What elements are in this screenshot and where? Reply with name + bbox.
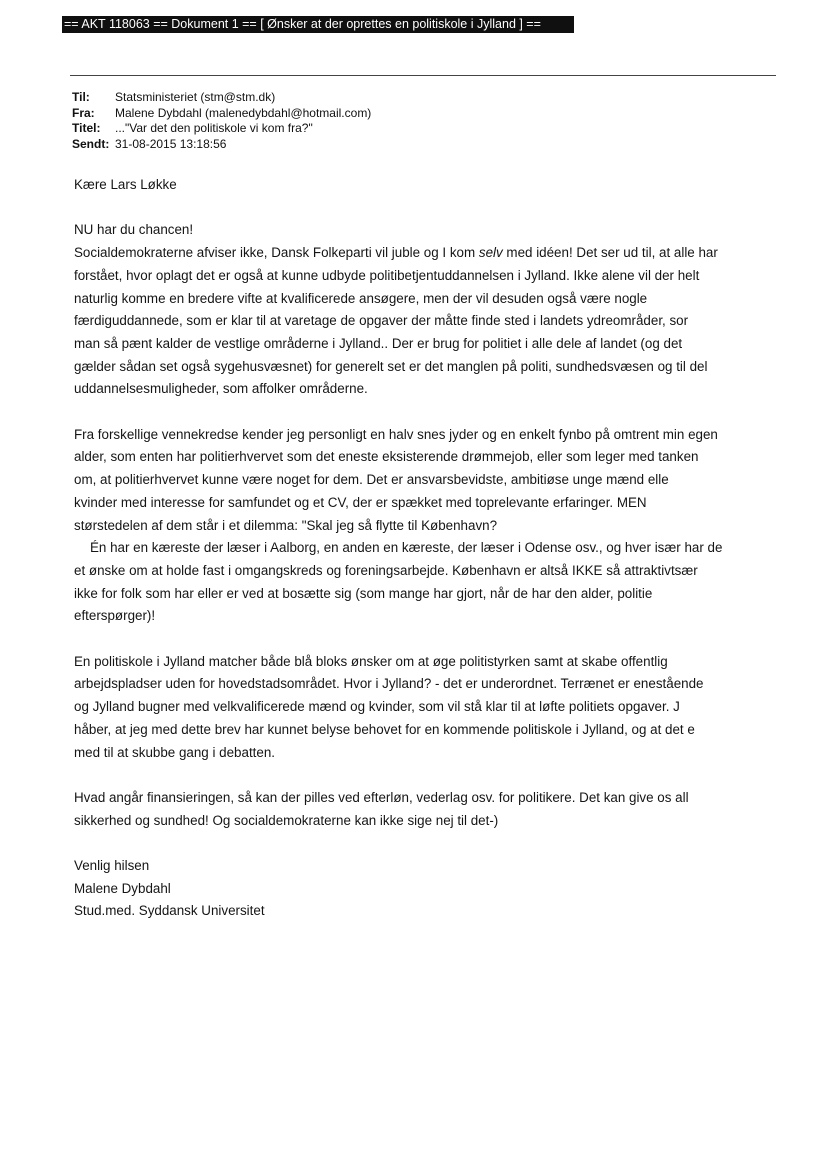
letter-body [74,174,776,923]
header-from-value: Malene Dybdahl (malenedybdahl@hotmail.com) [115,105,372,120]
paragraph-line: arbejdspladser uden for hovedstadsområdet. Hvor i Jylland? - det er underordnet. Terrænet er enestående [74,676,704,692]
header-sent-label: Sendt: [72,136,110,151]
header-sent-value: 31-08-2015 13:18:56 [115,136,227,151]
header-title [72,121,371,137]
salutation: Kære Lars Løkke [74,177,177,192]
paragraph-line: kvinder med interesse for samfundet og et CV, der er spækket med toprelevante erfaringer. MEN [74,494,647,510]
header-sent [72,137,371,153]
header-divider [70,75,776,76]
paragraph-line: En politiskole i Jylland matcher både blå bloks ønsker om at øge politistyrken samt at skabe offentlig [74,653,668,669]
paragraph-line: færdiguddannede, som er klar til at varetage de opgaver der måtte finde sted i landets ydreområder, sor [74,313,689,329]
header-to-label: Til: [72,90,90,104]
header-title-label: Titel: [72,121,101,135]
paragraph-line: håber, at jeg med dette brev har kunnet belyse behovet for en kommende politiskole i Jylland, og at det e [74,721,695,737]
paragraph-line: med til at skubbe gang i debatten. [74,744,275,760]
text-run: Socialdemokraterne afviser ikke, Dansk Folkeparti vil juble og I kom [74,245,479,261]
paragraph-line: NU har du chancen! [74,222,194,238]
paragraph-line: sikkerhed og sundhed! Og socialdemokraterne kan ikke sige nej til det-) [74,812,499,828]
paragraph-line: ikke for folk som har eller er ved at bosætte sig (som mange har gjort, når de har den alder, politie [74,585,653,601]
paragraph-2 [74,424,776,628]
paragraph-line: Én har en kæreste der læser i Aalborg, en anden en kæreste, der læser i Odense osv., og hver især har de [90,540,723,556]
closing: Venlig hilsen [74,858,150,874]
sender-affiliation: Stud.med. Syddansk Universitet [74,903,265,919]
header-title-value: ..."Var det den politiskole vi kom fra?" [115,121,313,135]
sender-name: Malene Dybdahl [74,880,171,896]
paragraph-line: gælder sådan set også sygehusvæsnet) for generelt set er det manglen på politi, sundhedsvæsen og til del [74,358,708,374]
paragraph-3 [74,651,776,765]
paragraph-line: efterspørger)! [74,608,156,624]
paragraph-line: Hvad angår finansieringen, så kan der pilles ved efterløn, vederlag osv. for politikere. Det kan give os all [74,789,689,805]
paragraph-line [74,242,776,265]
paragraph-line: forstået, hvor oplagt det er også at kunne udbyde politibetjentuddannelsen i Jylland. Ikke alene vil der helt [74,267,700,283]
paragraph-line: man så pænt kalder de vestlige områderne i Jylland.. Der er brug for politiet i alle dele af landet (og det [74,335,683,351]
paragraph-line: et ønske om at holde fast i omgangskreds og foreningsarbejde. København er altså IKKE så attraktivtsær [74,562,698,578]
header-to-value: Statsministeriet (stm@stm.dk) [115,90,276,104]
text-run: med idéen! Det ser ud til, at alle har [502,245,718,261]
paragraph-line: og Jylland bugner med velkvalificerede mænd og kvinder, som vil stå klar til at løfte politiets opgaver. J [74,699,680,715]
header-from-label: Fra: [72,105,95,120]
paragraph-line: alder, som enten har politierhvervet som det eneste eksisterende drømmejob, eller som leger med tanken [74,449,699,465]
paragraph-4 [74,787,776,832]
email-headers [72,90,371,152]
document-banner: == AKT 118063 == Dokument 1 == [ Ønsker at der oprettes en politiskole i Jylland ] == [62,16,574,33]
header-from [72,106,371,122]
italic-word: selv [478,245,503,261]
paragraph-line: Fra forskellige vennekredse kender jeg personligt en halv snes jyder og en enkelt fynbo på omtrent min egen [74,426,718,442]
paragraph-line: om, at politierhvervet kunne være noget for dem. Det er ansvarsbevidste, ambitiøse unge mænd elle [74,472,669,488]
paragraph-line: størstedelen af dem står i et dilemma: "Skal jeg så flytte til København? [74,517,498,533]
header-to [72,90,371,106]
paragraph-1 [74,219,776,401]
signature-block [74,855,776,923]
paragraph-line: naturlig komme en bredere vifte at kvalificerede ansøgere, men der vil desuden også være nogle [74,290,648,306]
paragraph-line: uddannelsesmuligheder, som affolker områderne. [74,381,368,397]
